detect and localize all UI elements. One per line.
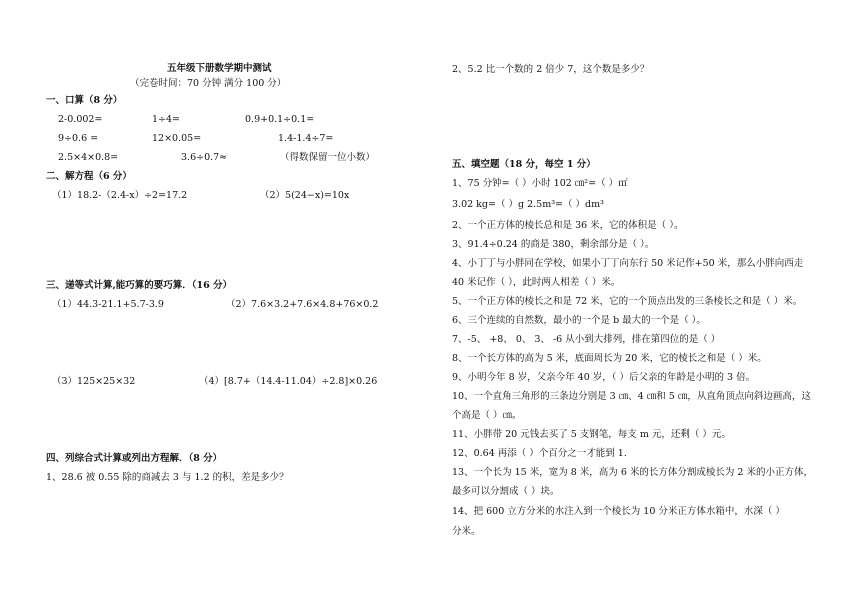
rounding-note: （得数保留一位小数） xyxy=(280,152,376,163)
exam-info: （完卷时间：70 分钟 满分 100 分） xyxy=(130,78,287,89)
oral-calc-item: 0.9+0.1÷0.1= xyxy=(245,114,315,125)
fill-blank-line: 7、-5、 +8、 0、 3、 -6 从小到大排列，排在第四位的是（ ） xyxy=(452,334,721,345)
section-3-heading: 三、递等式计算,能巧算的要巧算．（16 分） xyxy=(46,280,233,291)
section-5-heading: 五、填空题（18 分，每空 1 分） xyxy=(452,159,596,170)
section-1-heading: 一、口算（8 分） xyxy=(46,95,123,106)
fill-blank-line: 13、一个长为 15 米，宽为 8 米，高为 6 米的长方体分割成棱长为 2 米的小正方体， xyxy=(452,467,813,478)
fill-blank-line: 9、小明今年 8 岁，父亲今年 40 岁，（ ）后父亲的年龄是小明的 3 倍。 xyxy=(452,372,756,383)
oral-calc-item: 2.5×4×0.8= xyxy=(58,152,119,163)
fill-blank-line: 最多可以分割成（ ）块。 xyxy=(452,486,560,497)
fill-blank-line: 40 米记作（ ），此时两人相差（ ）米。 xyxy=(452,277,621,288)
fill-blank-line: 3、91.4÷0.24 的商是 380，剩余部分是（ ）。 xyxy=(452,239,655,250)
fill-blank-line: 12、0.64 再添（ ）个百分之一才能到 1. xyxy=(452,448,627,459)
calc-item: （2）7.6×3.2+7.6×4.8+76×0.2 xyxy=(226,299,379,310)
equation-item: （1）18.2-（2.4-x）÷2=17.2 xyxy=(52,190,188,201)
fill-blank-line: 6、三个连续的自然数，最小的一个是 b 最大的一个是（ ）。 xyxy=(452,315,706,326)
fill-blank-line: 8、一个长方体的高为 5 米，底面周长为 20 米，它的棱长之和是（ ）米。 xyxy=(452,353,767,364)
word-problem: 2、5.2 比一个数的 2 倍少 7，这个数是多少？ xyxy=(452,64,650,75)
oral-calc-item: 9÷0.6 = xyxy=(58,133,99,144)
oral-calc-item: 3.6÷0.7≈ xyxy=(181,152,228,163)
calc-item: （4）[8.7+（14.4-11.04）÷2.8]×0.26 xyxy=(199,376,378,387)
word-problem: 1、28.6 被 0.55 除的商减去 3 与 1.2 的积，差是多少？ xyxy=(46,472,289,483)
fill-blank-line: 11、小胖带 20 元钱去买了 5 支钢笔，每支 m 元，还剩（ ）元。 xyxy=(452,429,731,440)
page-title: 五年级下册数学期中测试 xyxy=(167,63,272,74)
section-2-heading: 二、解方程（6 分） xyxy=(46,171,132,182)
fill-blank-line: 分米。 xyxy=(452,526,481,537)
fill-blank-line: 个高是（ ）㎝。 xyxy=(452,410,522,421)
fill-blank-line: 4、小丁丁与小胖同在学校，如果小丁丁向东行 50 米记作+50 米，那么小胖向西走 xyxy=(452,258,804,269)
fill-blank-line: 1、75 分钟=（ ）小时 102 ㎝²=（ ）㎡ xyxy=(452,178,628,189)
fill-blank-line: 5、一个正方体的棱长之和是 72 米，它的一个顶点出发的三条棱长之和是（ ）米。 xyxy=(452,296,803,307)
fill-blank-line: 3.02 kg=（ ）g 2.5m³=（ ）dm³ xyxy=(452,199,604,210)
calc-item: （1）44.3-21.1+5.7-3.9 xyxy=(52,299,164,310)
oral-calc-item: 1.4-1.4÷7= xyxy=(278,133,334,144)
section-4-heading: 四、列综合式计算或列出方程解．（8 分） xyxy=(46,453,223,464)
fill-blank-line: 2、一个正方体的棱长总和是 36 米，它的体积是（ ）。 xyxy=(452,220,684,231)
equation-item: （2）5(24−x)=10x xyxy=(260,190,350,201)
oral-calc-item: 12×0.05= xyxy=(152,133,202,144)
fill-blank-line: 10、一个直角三角形的三条边分别是 3 ㎝、4 ㎝和 5 ㎝，从直角顶点向斜边画高，这 xyxy=(452,391,811,402)
oral-calc-item: 1÷4= xyxy=(152,114,181,125)
oral-calc-item: 2-0.002= xyxy=(58,114,103,125)
fill-blank-line: 14、把 600 立方分米的水注入到一个棱长为 10 分米正方体水箱中，水深（ ） xyxy=(452,506,785,517)
calc-item: （3）125×25×32 xyxy=(52,376,136,387)
